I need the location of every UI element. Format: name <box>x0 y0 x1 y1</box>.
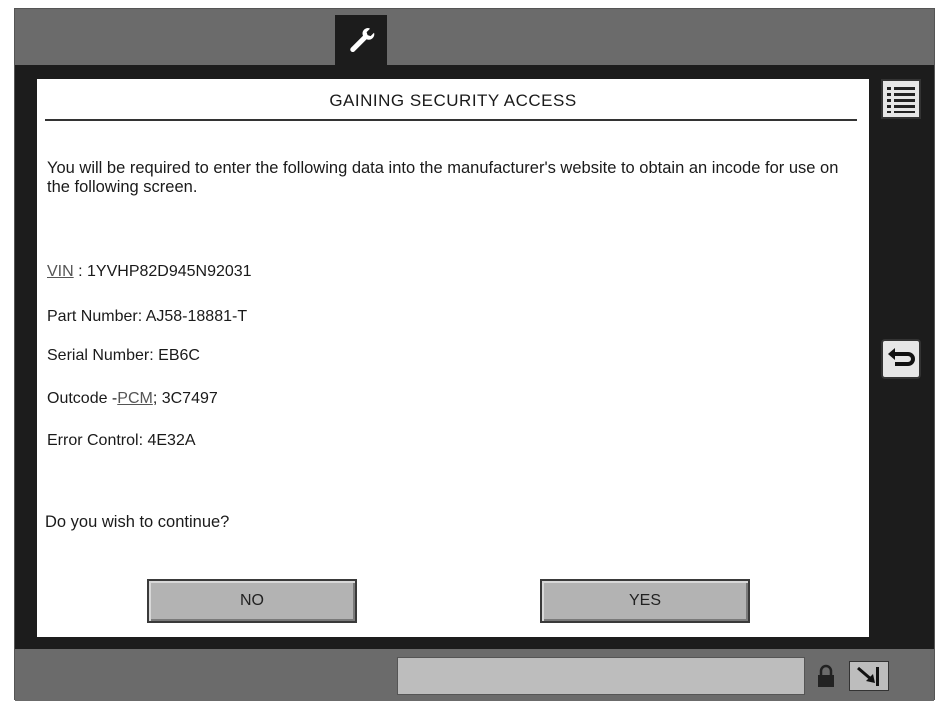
no-button[interactable]: NO <box>147 579 357 623</box>
yes-button[interactable]: YES <box>540 579 750 623</box>
serial-number-row <box>47 347 200 365</box>
outcode-separator: ; <box>152 390 162 407</box>
wrench-icon <box>346 25 376 55</box>
outcode-pcm-link[interactable]: PCM <box>117 390 153 407</box>
exit-button[interactable] <box>849 661 889 691</box>
tab-tools[interactable] <box>335 15 387 65</box>
error-control-label: Error Control: <box>47 432 148 449</box>
list-menu-icon <box>881 79 921 119</box>
continue-question: Do you wish to continue? <box>45 513 230 531</box>
vin-row <box>47 263 252 281</box>
lock-icon <box>815 663 837 689</box>
menu-button[interactable] <box>881 79 921 119</box>
error-control-row <box>47 432 196 450</box>
title-divider <box>45 119 857 121</box>
serial-number-label: Serial Number: <box>47 347 159 364</box>
lock-button[interactable] <box>811 657 841 695</box>
intro-text: You will be required to enter the following data into the manufacturer's website to obtain an incode for use on the following screen. <box>47 159 839 196</box>
bottom-status-bar <box>15 649 934 701</box>
vin-label[interactable]: VIN <box>47 263 74 280</box>
exit-arrow-icon <box>854 664 884 688</box>
vin-value: 1YVHP82D945N92031 <box>87 263 252 280</box>
error-control-value: 4E32A <box>147 432 196 449</box>
vin-separator: : <box>73 263 88 280</box>
outcode-row <box>47 390 218 408</box>
dialog-title: GAINING SECURITY ACCESS <box>329 91 577 110</box>
serial-number-value: EB6C <box>158 347 200 364</box>
part-number-row <box>47 308 247 326</box>
part-number-label: Part Number: <box>47 308 146 325</box>
outcode-value: 3C7497 <box>161 390 218 407</box>
back-button[interactable] <box>881 339 921 379</box>
top-toolbar <box>15 9 934 65</box>
outcode-prefix: Outcode - <box>47 390 118 407</box>
security-access-dialog <box>37 79 869 637</box>
return-icon <box>881 339 921 379</box>
status-field <box>397 657 805 695</box>
part-number-value: AJ58-18881-T <box>145 308 248 325</box>
app-frame <box>14 8 935 700</box>
